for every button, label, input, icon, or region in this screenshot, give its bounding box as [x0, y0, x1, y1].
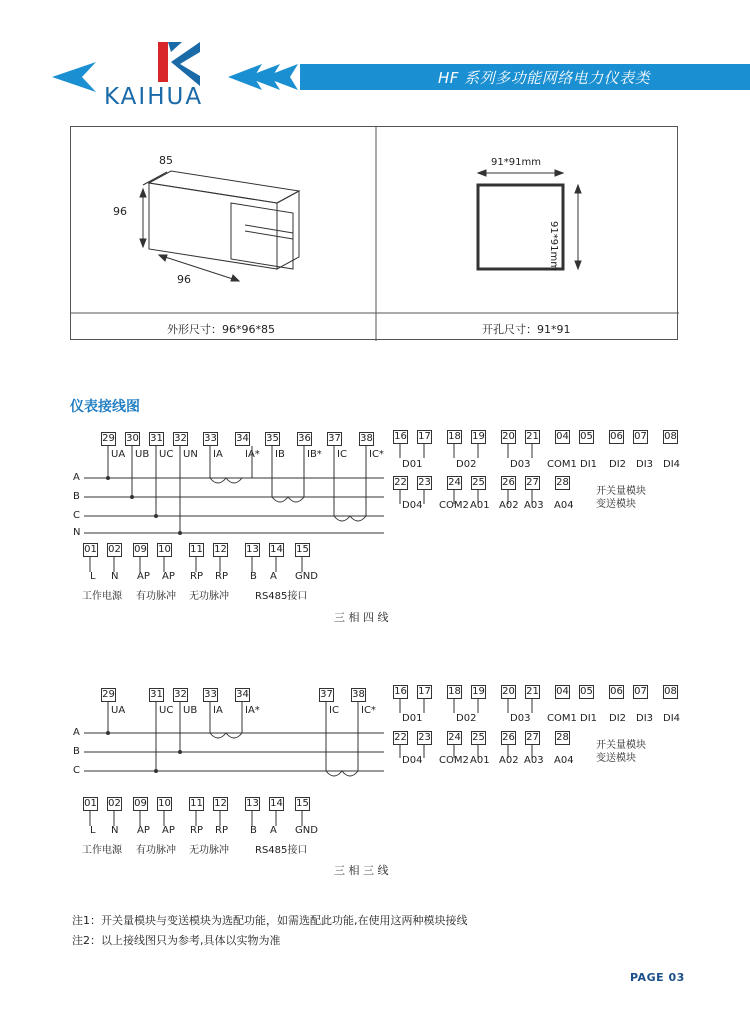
logo-icon	[158, 42, 200, 86]
aux-group-1: 有功脉冲	[136, 591, 176, 602]
ao-terminal-23: 23	[418, 477, 431, 488]
terminal-3w-label-ua: UA	[111, 705, 126, 716]
aux-terminal-15-3w: 15	[296, 798, 309, 809]
do-terminal-08-3w: 08	[664, 686, 677, 697]
phase-c: C	[73, 510, 80, 521]
do-label-d03-3w: D03	[510, 713, 531, 724]
do-terminal-17-3w: 17	[418, 686, 431, 697]
ao-terminal-27-3w: 27	[526, 732, 539, 743]
ao-terminal-22-3w: 22	[394, 732, 407, 743]
terminal-label-ub: UB	[135, 449, 150, 460]
terminal-label-ic*: IC*	[369, 449, 384, 460]
outline-width-label: 85	[159, 154, 173, 167]
aux-group-1-3w: 有功脉冲	[136, 845, 176, 856]
aux-label-14: A	[270, 571, 277, 582]
do-terminal-19: 19	[472, 431, 485, 442]
aux-terminal-10: 10	[158, 544, 171, 555]
ao-label-a02: A02	[499, 500, 519, 511]
aux-terminal-13: 13	[246, 544, 259, 555]
do-terminal-21-3w: 21	[526, 686, 539, 697]
do-label-di3: DI3	[636, 459, 654, 470]
terminal-3w-29: 29	[102, 689, 115, 700]
do-label-di1-3w: DI1	[580, 713, 598, 724]
do-terminal-16-3w: 16	[394, 686, 407, 697]
terminal-33: 33	[204, 433, 217, 444]
terminal-3w-label-ub: UB	[183, 705, 198, 716]
aux-label-10-3w: AP	[162, 825, 175, 836]
terminal-38: 38	[360, 433, 373, 444]
aux-label-02: N	[111, 571, 119, 582]
do-label-d01: D01	[402, 459, 423, 470]
aux-label-12-3w: RP	[215, 825, 228, 836]
outline-drawing	[140, 171, 299, 281]
terminal-label-ib*: IB*	[307, 449, 322, 460]
aux-label-10: AP	[162, 571, 175, 582]
do-terminal-16: 16	[394, 431, 407, 442]
terminal-34: 34	[236, 433, 249, 444]
cutout-v-label: 91*91mm	[548, 221, 559, 271]
ao-label-d04-3w: D04	[402, 755, 423, 766]
terminal-3w-label-ic: IC	[329, 705, 339, 716]
header-title: HF 系列多功能网络电力仪表类	[438, 69, 651, 87]
terminal-label-uc: UC	[159, 449, 174, 460]
phase-n: N	[73, 527, 81, 538]
phase-b: B	[73, 491, 80, 502]
ao-terminal-24: 24	[448, 477, 461, 488]
aux-label-02-3w: N	[111, 825, 119, 836]
outline-depth-label: 96	[177, 273, 191, 286]
ao-terminal-25-3w: 25	[472, 732, 485, 743]
terminal-29: 29	[102, 433, 115, 444]
do-terminal-04-3w: 04	[556, 686, 569, 697]
three-wire-caption: 三 相 三 线	[334, 864, 389, 877]
terminal-label-ua: UA	[111, 449, 126, 460]
do-label-di3-3w: DI3	[636, 713, 654, 724]
terminal-3w-31: 31	[150, 689, 163, 700]
ao-terminal-23-3w: 23	[418, 732, 431, 743]
aux-label-11-3w: RP	[190, 825, 203, 836]
do-label-d02-3w: D02	[456, 713, 477, 724]
module-note-di-3w: 开关量模块	[596, 740, 646, 751]
do-terminal-05: 05	[580, 431, 593, 442]
terminal-30: 30	[126, 433, 139, 444]
do-terminal-07: 07	[634, 431, 647, 442]
aux-label-01: L	[90, 571, 96, 582]
do-terminal-18: 18	[448, 431, 461, 442]
terminal-3w-38: 38	[352, 689, 365, 700]
aux-group-2-3w: 无功脉冲	[189, 845, 229, 856]
note-2: 注2：以上接线图只为参考,具体以实物为准	[72, 934, 281, 947]
terminal-label-ib: IB	[275, 449, 285, 460]
aux-terminal-01-3w: 01	[84, 798, 97, 809]
aux-group-3-3w: RS485接口	[255, 845, 308, 856]
aux-label-01-3w: L	[90, 825, 96, 836]
aux-terminal-14: 14	[270, 544, 283, 555]
aux-group-2: 无功脉冲	[189, 591, 229, 602]
aux-terminal-01: 01	[84, 544, 97, 555]
four-wire-caption: 三 相 四 线	[334, 611, 389, 624]
terminal-label-un: UN	[183, 449, 198, 460]
ao-terminal-22: 22	[394, 477, 407, 488]
ao-terminal-26-3w: 26	[502, 732, 515, 743]
do-terminal-07-3w: 07	[634, 686, 647, 697]
do-label-di4-3w: DI4	[663, 713, 681, 724]
aux-group-0-3w: 工作电源	[82, 845, 122, 856]
phase-b-3w: B	[73, 746, 80, 757]
aux-group-3: RS485接口	[255, 591, 308, 602]
brand-name: KAIHUA	[104, 84, 204, 110]
outline-height-label: 96	[113, 205, 127, 218]
ao-terminal-28: 28	[556, 477, 569, 488]
ao-label-a01: A01	[470, 500, 490, 511]
note-1: 注1：开关量模块与变送模块为选配功能，如需选配此功能,在使用这两种模块接线	[72, 914, 468, 927]
ao-label-a03-3w: A03	[524, 755, 544, 766]
do-label-d01-3w: D01	[402, 713, 423, 724]
terminal-32: 32	[174, 433, 187, 444]
aux-label-11: RP	[190, 571, 203, 582]
aux-terminal-11-3w: 11	[190, 798, 203, 809]
ao-label-a03: A03	[524, 500, 544, 511]
do-terminal-17: 17	[418, 431, 431, 442]
ao-label-a01-3w: A01	[470, 755, 490, 766]
terminal-label-ia: IA	[213, 449, 223, 460]
aux-label-09: AP	[137, 571, 150, 582]
ao-terminal-24-3w: 24	[448, 732, 461, 743]
do-terminal-08: 08	[664, 431, 677, 442]
aux-terminal-09: 09	[134, 544, 147, 555]
terminal-3w-32: 32	[174, 689, 187, 700]
ao-label-com2: COM2	[439, 500, 469, 511]
ao-label-a04: A04	[554, 500, 574, 511]
cutout-caption: 开孔尺寸：91*91	[482, 323, 571, 336]
terminal-37: 37	[328, 433, 341, 444]
phase-a-3w: A	[73, 727, 80, 738]
aux-label-15-3w: GND	[295, 825, 318, 836]
terminal-3w-37: 37	[320, 689, 333, 700]
ao-label-d04: D04	[402, 500, 423, 511]
terminal-3w-label-ia: IA	[213, 705, 223, 716]
do-label-di4: DI4	[663, 459, 681, 470]
aux-terminal-14-3w: 14	[270, 798, 283, 809]
outline-caption: 外形尺寸：96*96*85	[167, 323, 275, 336]
do-label-d02: D02	[456, 459, 477, 470]
ao-label-a02-3w: A02	[499, 755, 519, 766]
do-terminal-06: 06	[610, 431, 623, 442]
terminal-36: 36	[298, 433, 311, 444]
do-label-di2-3w: DI2	[609, 713, 627, 724]
terminal-label-ia*: IA*	[245, 449, 260, 460]
aux-group-0: 工作电源	[82, 591, 122, 602]
aux-label-09-3w: AP	[137, 825, 150, 836]
aux-terminal-09-3w: 09	[134, 798, 147, 809]
aux-label-12: RP	[215, 571, 228, 582]
do-label-d03: D03	[510, 459, 531, 470]
do-terminal-20: 20	[502, 431, 515, 442]
do-terminal-05-3w: 05	[580, 686, 593, 697]
do-label-com1: COM1	[547, 459, 577, 470]
cutout-drawing	[478, 170, 581, 269]
do-terminal-04: 04	[556, 431, 569, 442]
aux-label-14-3w: A	[270, 825, 277, 836]
do-label-com1-3w: COM1	[547, 713, 577, 724]
page-number: PAGE 03	[630, 971, 685, 984]
ao-terminal-26: 26	[502, 477, 515, 488]
aux-terminal-02: 02	[108, 544, 121, 555]
aux-terminal-13-3w: 13	[246, 798, 259, 809]
ao-terminal-28-3w: 28	[556, 732, 569, 743]
terminal-3w-33: 33	[204, 689, 217, 700]
terminal-label-ic: IC	[337, 449, 347, 460]
ao-label-a04-3w: A04	[554, 755, 574, 766]
do-terminal-18-3w: 18	[448, 686, 461, 697]
terminal-3w-34: 34	[236, 689, 249, 700]
cutout-h-label: 91*91mm	[491, 157, 541, 168]
ao-label-com2-3w: COM2	[439, 755, 469, 766]
terminal-3w-label-uc: UC	[159, 705, 174, 716]
terminal-3w-label-ia*: IA*	[245, 705, 260, 716]
aux-terminal-15: 15	[296, 544, 309, 555]
do-terminal-20-3w: 20	[502, 686, 515, 697]
module-note-di: 开关量模块	[596, 486, 646, 497]
do-terminal-21: 21	[526, 431, 539, 442]
module-note-ao: 变送模块	[596, 499, 636, 510]
aux-label-13: B	[250, 571, 257, 582]
aux-terminal-12: 12	[214, 544, 227, 555]
ao-terminal-25: 25	[472, 477, 485, 488]
aux-terminal-12-3w: 12	[214, 798, 227, 809]
aux-label-13-3w: B	[250, 825, 257, 836]
terminal-35: 35	[266, 433, 279, 444]
aux-terminal-02-3w: 02	[108, 798, 121, 809]
ao-terminal-27: 27	[526, 477, 539, 488]
module-note-ao-3w: 变送模块	[596, 753, 636, 764]
phase-c-3w: C	[73, 765, 80, 776]
terminal-3w-label-ic*: IC*	[361, 705, 376, 716]
phase-a: A	[73, 472, 80, 483]
aux-terminal-11: 11	[190, 544, 203, 555]
aux-label-15: GND	[295, 571, 318, 582]
dimension-table	[70, 126, 678, 340]
do-label-di2: DI2	[609, 459, 627, 470]
do-terminal-06-3w: 06	[610, 686, 623, 697]
do-label-di1: DI1	[580, 459, 598, 470]
do-terminal-19-3w: 19	[472, 686, 485, 697]
aux-terminal-10-3w: 10	[158, 798, 171, 809]
wiring-title: 仪表接线图	[70, 399, 140, 415]
terminal-31: 31	[150, 433, 163, 444]
